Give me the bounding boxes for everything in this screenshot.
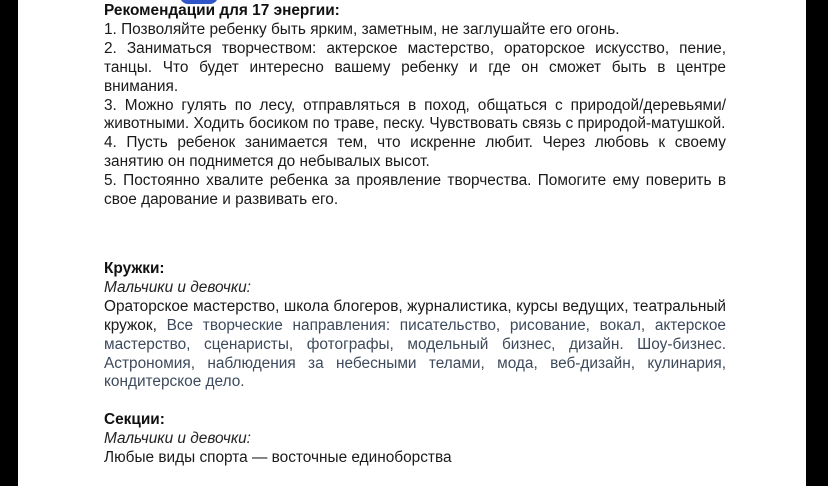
document-content [104,2,726,468]
recommendation-item-1: 1. Позволяйте ребенку быть ярким, заметным, не заглушайте его огонь. [104,20,620,38]
recommendation-item-3: 3. Можно гулять по лесу, отправляться в поход, общаться с природой/деревьями/животными. Ходить босиком по траве, песку. Чувствовать связь с природой-матушкой. [104,96,726,133]
recommendations-title: Рекомендации для 17 энергии: [104,2,340,19]
clubs-text-highlight: Все творческие направления: писательство, рисование, вокал, актерское мастерство, сценаристы, фотографы, модельный бизнес, дизайн. Шоу-бизнес. Астрономия, наблюдения за небесными телами, мода, веб-дизайн, кулинария, кондитерское дело. [104,316,726,391]
recommendation-item-5: 5. Постоянно хвалите ребенка за проявление творчества. Помогите ему поверить в свое дарование и развивать его. [104,172,726,209]
clubs-text-main: Ораторское мастерство, школа блогеров, журналистика, курсы ведущих, театральный кружок, [104,297,726,334]
recommendation-item-4: 4. Пусть ребенок занимается тем, что искренне любит. Через любовь к своему занятию он поднимется до небывалых высот. [104,134,726,171]
sections-subtitle: Мальчики и девочки: [104,430,251,448]
clubs-text [104,298,726,393]
clubs-title: Кружки: [104,259,165,277]
recommendation-item-2: 2. Заниматься творчеством: актерское мастерство, ораторское искусство, пение, танцы. Что будет интересно вашему ребенку и где он сможет быть в центре внимания. [104,39,726,95]
document-page [18,0,806,486]
sections-title: Секции: [104,411,165,429]
clubs-subtitle: Мальчики и девочки: [104,278,251,296]
sections-text: Любые виды спорта — восточные единоборства [104,449,452,467]
